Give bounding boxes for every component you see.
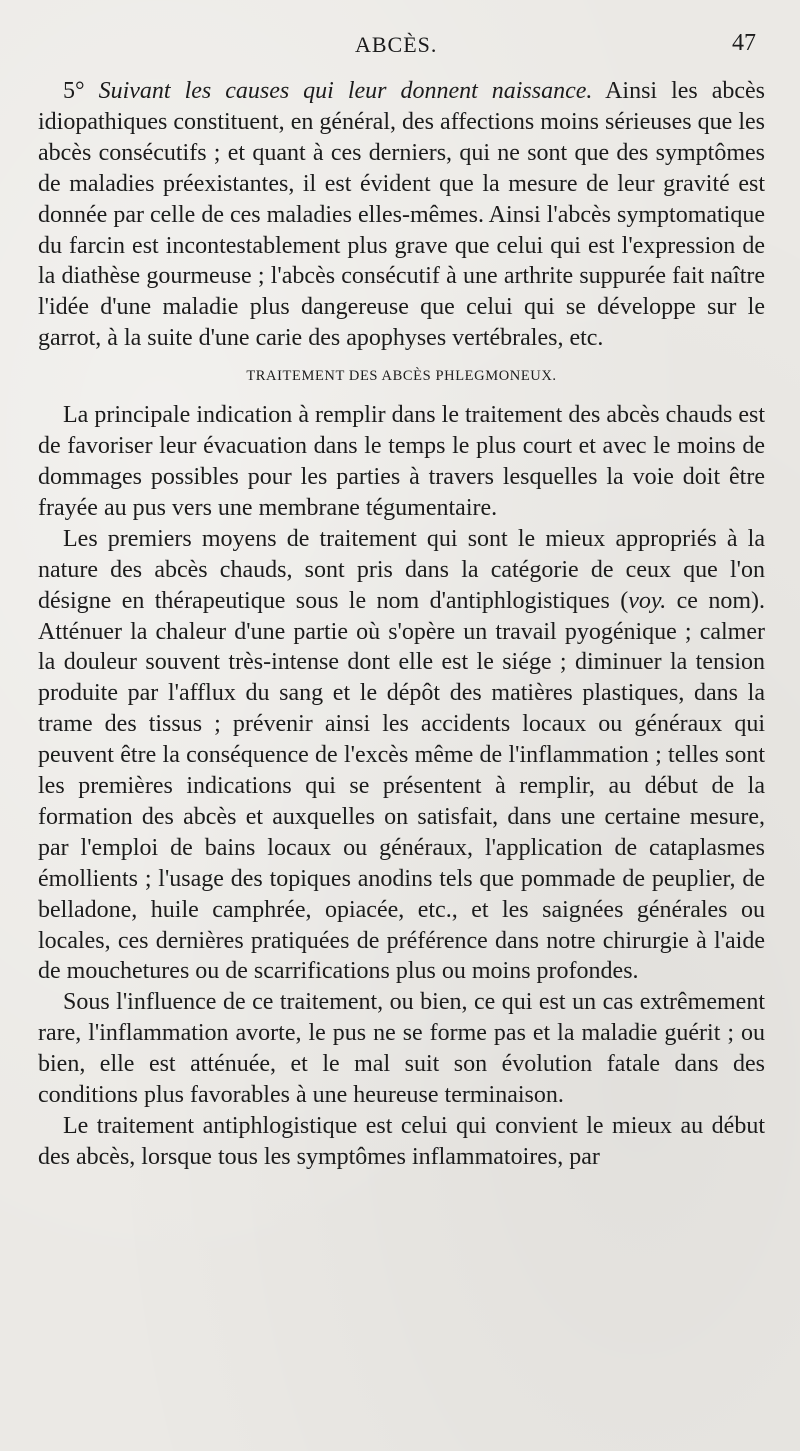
- paragraph-text: ce nom). Atténuer la chaleur d'une partie où s'opère un travail pyogénique ; calmer la douleur souvent très-intense dont elle est le siége ; diminuer la tension produite par l'afflux du sang et le dépôt des matières plastiques, dans la trame des tissus ; prévenir ainsi les accidents locaux ou généraux qui peuvent être la conséquence de l'excès même de l'inflammation ; telles sont les premières indications qui se présentent à remplir, au début de la formation des abcès et auxquelles on satisfait, dans une certaine mesure, par l'emploi de bains locaux ou généraux, l'application de cataplasmes émollients ; l'usage des topiques anodins tels que pommade de peuplier, de belladone, huile camphrée, opiacée, etc., et les saignées générales ou locales, ces dernières pratiquées de préférence dans notre chirurgie à l'aide de mouchetures ou de scarrifications plus ou moins profondes.: [38, 587, 766, 985]
- running-head: ABCÈS.: [355, 32, 438, 57]
- italic-reference: voy.: [628, 587, 667, 614]
- italic-lead: Suivant les causes qui leur donnent naissance.: [98, 78, 593, 104]
- page-header: [0, 28, 800, 64]
- page-number: 47: [732, 30, 756, 56]
- paragraph-influence: Sous l'influence de ce traitement, ou bien, ce qui est un cas extrêmement rare, l'inflammation avorte, le pus ne se forme pas et la maladie guérit ; ou bien, elle est atténuée, et le mal suit son évolution fatale dans des conditions plus favorables à une heureuse terminaison.: [38, 989, 765, 1109]
- paragraph-causes: [38, 76, 765, 354]
- paragraph-antiphlogistic: Le traitement antiphlogistique est celui qui convient le mieux au début des abcès, lorsque tous les symptômes inflammatoires, par: [38, 1113, 765, 1170]
- section-heading: TRAITEMENT DES ABCÈS PHLEGMONEUX.: [246, 368, 557, 385]
- body-text: [38, 76, 765, 1173]
- list-number: 5°: [63, 78, 99, 104]
- paragraph-text: Ainsi les abcès idiopathiques constituent, en général, des affections moins sérieuses que les abcès consécutifs ; et quant à ces derniers, qui ne sont que des symptômes de maladies préexistantes, il est évident que la mesure de leur gravité est donnée par celle de ces maladies elles-mêmes. Ainsi l'abcès symptomatique du farcin est incontestablement plus grave que celui qui est l'expression de la diathèse gourmeuse ; l'abcès consécutif à une arthrite suppurée fait naître l'idée d'une maladie plus dangereuse que celui qui se développe sur le garrot, à la suite d'une carie des apophyses vertébrales, etc.: [38, 78, 766, 352]
- paragraph-first-means: [38, 524, 765, 988]
- paragraph-principal-indication: La principale indication à remplir dans le traitement des abcès chauds est de favoriser leur évacuation dans le temps le plus court et avec le moins de dommages possibles pour les parties à travers lesquelles la voie doit être frayée au pus vers une membrane tégumentaire.: [38, 402, 765, 521]
- paragraph-text: Les premiers moyens de traitement qui sont le mieux appropriés à la nature des abcès chauds, sont pris dans la catégorie de ceux que l'on désigne en thérapeutique sous le nom d'antiphlogistiques (: [38, 525, 765, 614]
